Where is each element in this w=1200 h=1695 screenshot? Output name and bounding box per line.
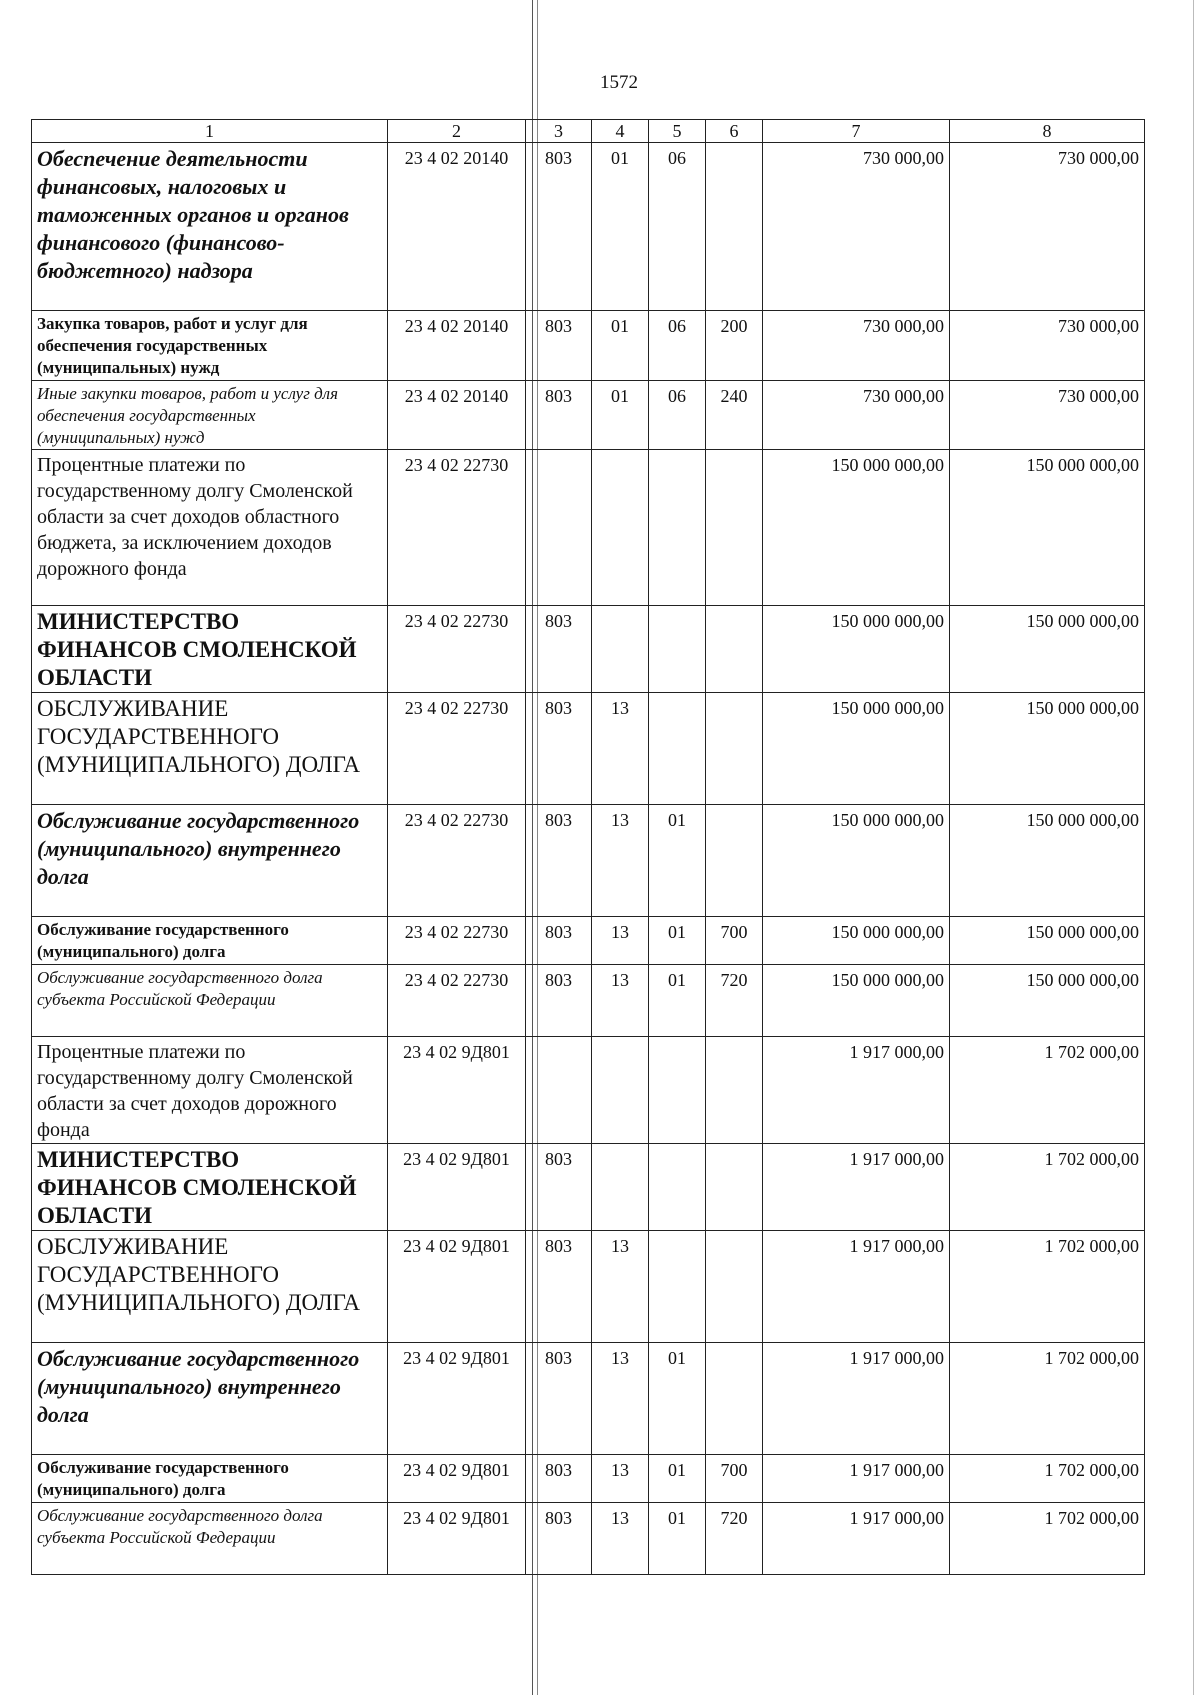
row-code-cell: 23 4 02 20140 bbox=[388, 311, 526, 381]
row-name-cell: Обслуживание государственного (муниципального) долга bbox=[32, 917, 388, 965]
row-amount-col7-cell: 1 917 000,00 bbox=[763, 1455, 950, 1503]
row-code-cell: 23 4 02 22730 bbox=[388, 606, 526, 693]
row-name-cell: МИНИСТЕРСТВО ФИНАНСОВ СМОЛЕНСКОЙ ОБЛАСТИ bbox=[32, 606, 388, 693]
table-row bbox=[32, 965, 1145, 1037]
row-col3-cell: 803 bbox=[526, 693, 592, 805]
row-col5-cell bbox=[649, 450, 706, 606]
row-col6-cell: 200 bbox=[706, 311, 763, 381]
header-col-2: 2 bbox=[388, 120, 526, 143]
row-amount-col7-cell: 1 917 000,00 bbox=[763, 1503, 950, 1575]
row-amount-col8-cell: 150 000 000,00 bbox=[950, 805, 1145, 917]
row-col4-cell: 01 bbox=[592, 311, 649, 381]
row-name-cell: Обслуживание государственного (муниципального) внутреннего долга bbox=[32, 1343, 388, 1455]
row-amount-col8-cell: 1 702 000,00 bbox=[950, 1037, 1145, 1144]
row-amount-col8-cell: 730 000,00 bbox=[950, 311, 1145, 381]
row-name-cell: Обслуживание государственного долга субъекта Российской Федерации bbox=[32, 1503, 388, 1575]
row-amount-col7-cell: 730 000,00 bbox=[763, 381, 950, 450]
table-row bbox=[32, 693, 1145, 805]
header-col-5: 5 bbox=[649, 120, 706, 143]
row-col3-cell bbox=[526, 1037, 592, 1144]
row-amount-col7-cell: 150 000 000,00 bbox=[763, 606, 950, 693]
row-name-cell: Обслуживание государственного (муниципального) долга bbox=[32, 1455, 388, 1503]
row-col4-cell: 13 bbox=[592, 693, 649, 805]
row-col6-cell: 240 bbox=[706, 381, 763, 450]
table-row bbox=[32, 917, 1145, 965]
row-code-cell: 23 4 02 9Д801 bbox=[388, 1343, 526, 1455]
row-code-cell: 23 4 02 9Д801 bbox=[388, 1455, 526, 1503]
row-amount-col7-cell: 1 917 000,00 bbox=[763, 1144, 950, 1231]
row-amount-col8-cell: 1 702 000,00 bbox=[950, 1455, 1145, 1503]
row-name-cell: Процентные платежи по государственному долгу Смоленской области за счет доходов дорожного фонда bbox=[32, 1037, 388, 1144]
row-col6-cell bbox=[706, 693, 763, 805]
row-name-cell: Обслуживание государственного (муниципального) внутреннего долга bbox=[32, 805, 388, 917]
row-col3-cell: 803 bbox=[526, 1455, 592, 1503]
row-amount-col8-cell: 150 000 000,00 bbox=[950, 965, 1145, 1037]
header-col-6: 6 bbox=[706, 120, 763, 143]
row-col5-cell: 01 bbox=[649, 1503, 706, 1575]
row-code-cell: 23 4 02 9Д801 bbox=[388, 1144, 526, 1231]
header-col-8: 8 bbox=[950, 120, 1145, 143]
row-amount-col8-cell: 1 702 000,00 bbox=[950, 1231, 1145, 1343]
table-row bbox=[32, 1037, 1145, 1144]
row-col6-cell bbox=[706, 606, 763, 693]
row-col5-cell: 01 bbox=[649, 965, 706, 1037]
row-col5-cell: 01 bbox=[649, 917, 706, 965]
row-col4-cell: 13 bbox=[592, 1455, 649, 1503]
row-col4-cell bbox=[592, 450, 649, 606]
header-col-1: 1 bbox=[32, 120, 388, 143]
table-row bbox=[32, 1503, 1145, 1575]
table-row bbox=[32, 450, 1145, 606]
row-col5-cell bbox=[649, 1144, 706, 1231]
table-row bbox=[32, 1455, 1145, 1503]
row-col4-cell: 01 bbox=[592, 381, 649, 450]
row-amount-col7-cell: 150 000 000,00 bbox=[763, 693, 950, 805]
row-col3-cell: 803 bbox=[526, 1231, 592, 1343]
row-code-cell: 23 4 02 22730 bbox=[388, 917, 526, 965]
row-col3-cell: 803 bbox=[526, 1144, 592, 1231]
row-col3-cell bbox=[526, 450, 592, 606]
row-amount-col8-cell: 150 000 000,00 bbox=[950, 693, 1145, 805]
row-name-cell: Обслуживание государственного долга субъекта Российской Федерации bbox=[32, 965, 388, 1037]
row-amount-col8-cell: 150 000 000,00 bbox=[950, 606, 1145, 693]
row-col3-cell: 803 bbox=[526, 917, 592, 965]
row-col4-cell: 01 bbox=[592, 143, 649, 311]
row-col6-cell: 700 bbox=[706, 917, 763, 965]
row-amount-col7-cell: 730 000,00 bbox=[763, 311, 950, 381]
row-col3-cell: 803 bbox=[526, 143, 592, 311]
row-amount-col8-cell: 150 000 000,00 bbox=[950, 450, 1145, 606]
row-col6-cell bbox=[706, 805, 763, 917]
row-col5-cell bbox=[649, 606, 706, 693]
table-row bbox=[32, 1231, 1145, 1343]
row-col6-cell: 720 bbox=[706, 965, 763, 1037]
row-col5-cell: 06 bbox=[649, 311, 706, 381]
row-col5-cell: 01 bbox=[649, 805, 706, 917]
row-code-cell: 23 4 02 9Д801 bbox=[388, 1037, 526, 1144]
row-col4-cell: 13 bbox=[592, 1343, 649, 1455]
header-col-4: 4 bbox=[592, 120, 649, 143]
row-col3-cell: 803 bbox=[526, 311, 592, 381]
row-name-cell: Процентные платежи по государственному долгу Смоленской области за счет доходов областного бюджета, за исключением доходов дорожного фонда bbox=[32, 450, 388, 606]
row-name-cell: ОБСЛУЖИВАНИЕ ГОСУДАРСТВЕННОГО (МУНИЦИПАЛЬНОГО) ДОЛГА bbox=[32, 693, 388, 805]
row-code-cell: 23 4 02 22730 bbox=[388, 965, 526, 1037]
row-amount-col7-cell: 1 917 000,00 bbox=[763, 1037, 950, 1144]
table-row bbox=[32, 381, 1145, 450]
row-col5-cell bbox=[649, 693, 706, 805]
table-row bbox=[32, 805, 1145, 917]
row-code-cell: 23 4 02 20140 bbox=[388, 143, 526, 311]
row-amount-col8-cell: 1 702 000,00 bbox=[950, 1503, 1145, 1575]
row-amount-col7-cell: 1 917 000,00 bbox=[763, 1343, 950, 1455]
row-col5-cell: 06 bbox=[649, 381, 706, 450]
row-col6-cell: 720 bbox=[706, 1503, 763, 1575]
row-col6-cell bbox=[706, 1037, 763, 1144]
row-name-cell: МИНИСТЕРСТВО ФИНАНСОВ СМОЛЕНСКОЙ ОБЛАСТИ bbox=[32, 1144, 388, 1231]
row-col4-cell bbox=[592, 606, 649, 693]
table-row bbox=[32, 311, 1145, 381]
row-col3-cell: 803 bbox=[526, 805, 592, 917]
table-header-row bbox=[32, 120, 1145, 143]
header-col-7: 7 bbox=[763, 120, 950, 143]
row-amount-col8-cell: 150 000 000,00 bbox=[950, 917, 1145, 965]
row-col3-cell: 803 bbox=[526, 381, 592, 450]
table-row bbox=[32, 143, 1145, 311]
row-col6-cell bbox=[706, 1231, 763, 1343]
row-col5-cell: 01 bbox=[649, 1343, 706, 1455]
page-number: 1572 bbox=[600, 72, 638, 93]
row-col6-cell bbox=[706, 1343, 763, 1455]
table-row bbox=[32, 606, 1145, 693]
table-row bbox=[32, 1343, 1145, 1455]
row-amount-col8-cell: 1 702 000,00 bbox=[950, 1343, 1145, 1455]
row-col4-cell: 13 bbox=[592, 1231, 649, 1343]
row-code-cell: 23 4 02 20140 bbox=[388, 381, 526, 450]
row-col3-cell: 803 bbox=[526, 1503, 592, 1575]
header-col-3: 3 bbox=[526, 120, 592, 143]
row-code-cell: 23 4 02 22730 bbox=[388, 805, 526, 917]
row-amount-col7-cell: 150 000 000,00 bbox=[763, 450, 950, 606]
row-col3-cell: 803 bbox=[526, 965, 592, 1037]
row-col5-cell bbox=[649, 1037, 706, 1144]
row-col4-cell: 13 bbox=[592, 917, 649, 965]
row-col4-cell bbox=[592, 1144, 649, 1231]
row-col5-cell: 01 bbox=[649, 1455, 706, 1503]
row-col5-cell: 06 bbox=[649, 143, 706, 311]
row-col4-cell: 13 bbox=[592, 965, 649, 1037]
row-amount-col7-cell: 150 000 000,00 bbox=[763, 917, 950, 965]
row-amount-col8-cell: 1 702 000,00 bbox=[950, 1144, 1145, 1231]
row-col6-cell bbox=[706, 143, 763, 311]
table-row bbox=[32, 1144, 1145, 1231]
row-name-cell: ОБСЛУЖИВАНИЕ ГОСУДАРСТВЕННОГО (МУНИЦИПАЛЬНОГО) ДОЛГА bbox=[32, 1231, 388, 1343]
budget-table bbox=[31, 119, 1145, 1575]
row-name-cell: Закупка товаров, работ и услуг для обеспечения государственных (муниципальных) нужд bbox=[32, 311, 388, 381]
row-amount-col7-cell: 150 000 000,00 bbox=[763, 805, 950, 917]
row-name-cell: Иные закупки товаров, работ и услуг для обеспечения государственных (муниципальных) нужд bbox=[32, 381, 388, 450]
row-amount-col8-cell: 730 000,00 bbox=[950, 381, 1145, 450]
row-code-cell: 23 4 02 9Д801 bbox=[388, 1231, 526, 1343]
row-code-cell: 23 4 02 22730 bbox=[388, 450, 526, 606]
row-amount-col7-cell: 730 000,00 bbox=[763, 143, 950, 311]
row-amount-col8-cell: 730 000,00 bbox=[950, 143, 1145, 311]
row-amount-col7-cell: 1 917 000,00 bbox=[763, 1231, 950, 1343]
row-col3-cell: 803 bbox=[526, 1343, 592, 1455]
row-col6-cell bbox=[706, 1144, 763, 1231]
row-col4-cell: 13 bbox=[592, 805, 649, 917]
row-col3-cell: 803 bbox=[526, 606, 592, 693]
row-amount-col7-cell: 150 000 000,00 bbox=[763, 965, 950, 1037]
row-col4-cell bbox=[592, 1037, 649, 1144]
row-col6-cell bbox=[706, 450, 763, 606]
row-col6-cell: 700 bbox=[706, 1455, 763, 1503]
row-col4-cell: 13 bbox=[592, 1503, 649, 1575]
row-name-cell: Обеспечение деятельности финансовых, налоговых и таможенных органов и органов финансового (финансово-бюджетного) надзора bbox=[32, 143, 388, 311]
page-edge-line bbox=[1193, 0, 1194, 1695]
row-code-cell: 23 4 02 9Д801 bbox=[388, 1503, 526, 1575]
row-col5-cell bbox=[649, 1231, 706, 1343]
row-code-cell: 23 4 02 22730 bbox=[388, 693, 526, 805]
